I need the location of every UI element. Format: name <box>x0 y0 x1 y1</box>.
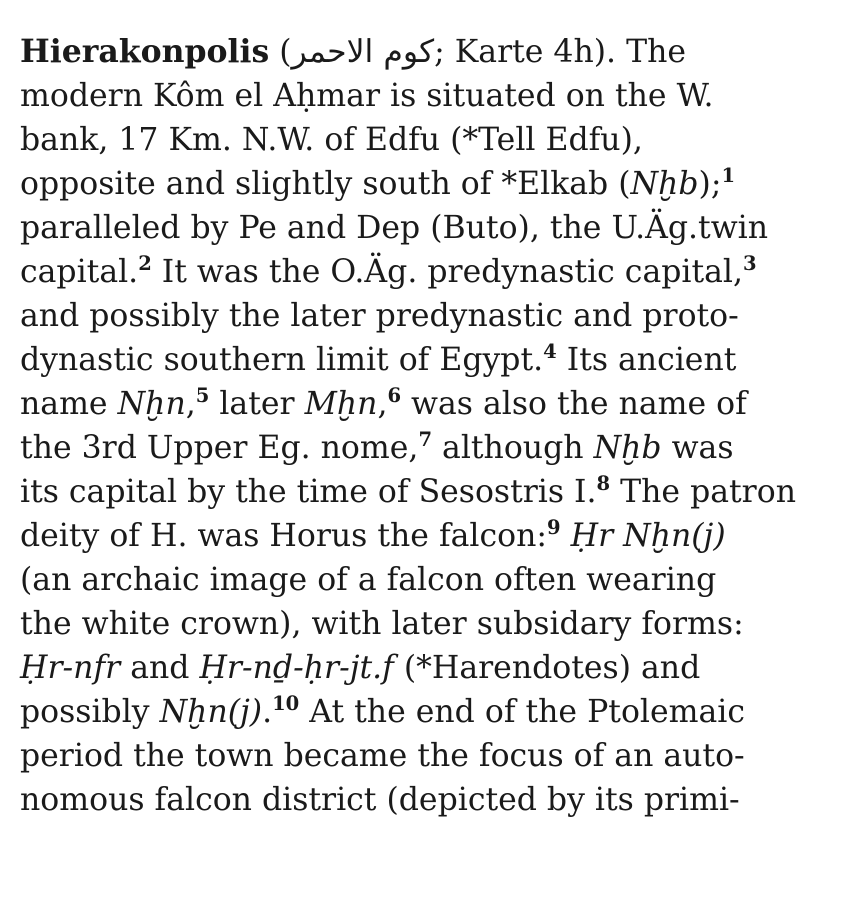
footnote-ref: 6 <box>387 383 402 407</box>
text-line-1: Hierakonpolis (كوم الاحمر; Karte 4h). The <box>20 33 687 70</box>
text-line-3: bank, 17 Km. N.W. of Edfu (*Tell Edfu), <box>20 122 643 158</box>
translit-nhnj: Nḫn(j) <box>159 694 263 730</box>
text-line-2: modern Kôm el Aḥmar is situated on the W. <box>20 78 714 114</box>
footnote-ref: 1 <box>721 163 736 187</box>
entry-headword: Hierakonpolis <box>20 33 270 70</box>
footnote-ref: 7 <box>418 427 433 451</box>
map-reference: Karte 4h <box>454 34 594 70</box>
footnote-ref: 9 <box>546 515 561 539</box>
text-line-7: and possibly the later predynastic and proto- <box>20 298 739 334</box>
footnote-ref: 2 <box>138 251 152 275</box>
text-line-15: Ḥr-nfr and Ḥr-nḏ-ḥr-jt.f (*Harendotes) and <box>20 650 701 686</box>
translit-nhb: Nḫb <box>630 166 699 202</box>
translit-mhn: Mḫn <box>304 386 378 422</box>
translit-hr-nfr: Ḥr-nfr <box>20 650 121 686</box>
text-line-18: nomous falcon district (depicted by its primi- <box>20 782 740 818</box>
text-line-11: its capital by the time of Sesostris I.$^8$ The patron <box>20 471 796 510</box>
footnote-ref: 10 <box>272 691 300 715</box>
translit-hr-nd-hr-jt-f: Ḥr-nḏ-ḥr-jt.f <box>199 650 394 686</box>
text-line-4: opposite and slightly south of *Elkab (Nḫb);$^1$ <box>20 163 736 202</box>
text-line-5: paralleled by Pe and Dep (Buto), the U.Äg.twin <box>20 210 769 246</box>
text-line-10: the 3rd Upper Eg. nome,$^7$ although Nḫb was <box>20 427 734 466</box>
translit-nhb: Nḫb <box>593 430 662 466</box>
text-line-8: dynastic southern limit of Egypt.$^4$ Its ancient <box>20 339 737 378</box>
text-line-14: the white crown), with later subsidary forms: <box>20 606 744 642</box>
translit-nhn: Nḫn <box>117 386 186 422</box>
text-line-13: (an archaic image of a falcon often wearing <box>20 562 717 598</box>
footnote-ref: 5 <box>195 383 210 407</box>
translit-hr-nhnj: Ḥr Nḫn(j) <box>570 518 726 554</box>
lexicon-entry <box>20 30 820 822</box>
text-line-9: name Nḫn,$^5$ later Mḫn,$^6$ was also the name of <box>20 383 747 422</box>
footnote-ref: 8 <box>596 471 611 495</box>
arabic-name: كوم الاحمر <box>291 34 435 70</box>
text-line-6: capital.$^2$ It was the O.Äg. predynastic capital,$^3$ <box>20 251 757 290</box>
footnote-ref: 4 <box>543 339 557 363</box>
text-line-16: possibly Nḫn(j).$^{10}$ At the end of the Ptolemaic <box>20 691 745 730</box>
text-line-12: deity of H. was Horus the falcon:$^9$ Ḥr Nḫn(j) <box>20 515 726 554</box>
text-line-17: period the town became the focus of an auto- <box>20 738 745 774</box>
footnote-ref: 3 <box>743 251 757 275</box>
